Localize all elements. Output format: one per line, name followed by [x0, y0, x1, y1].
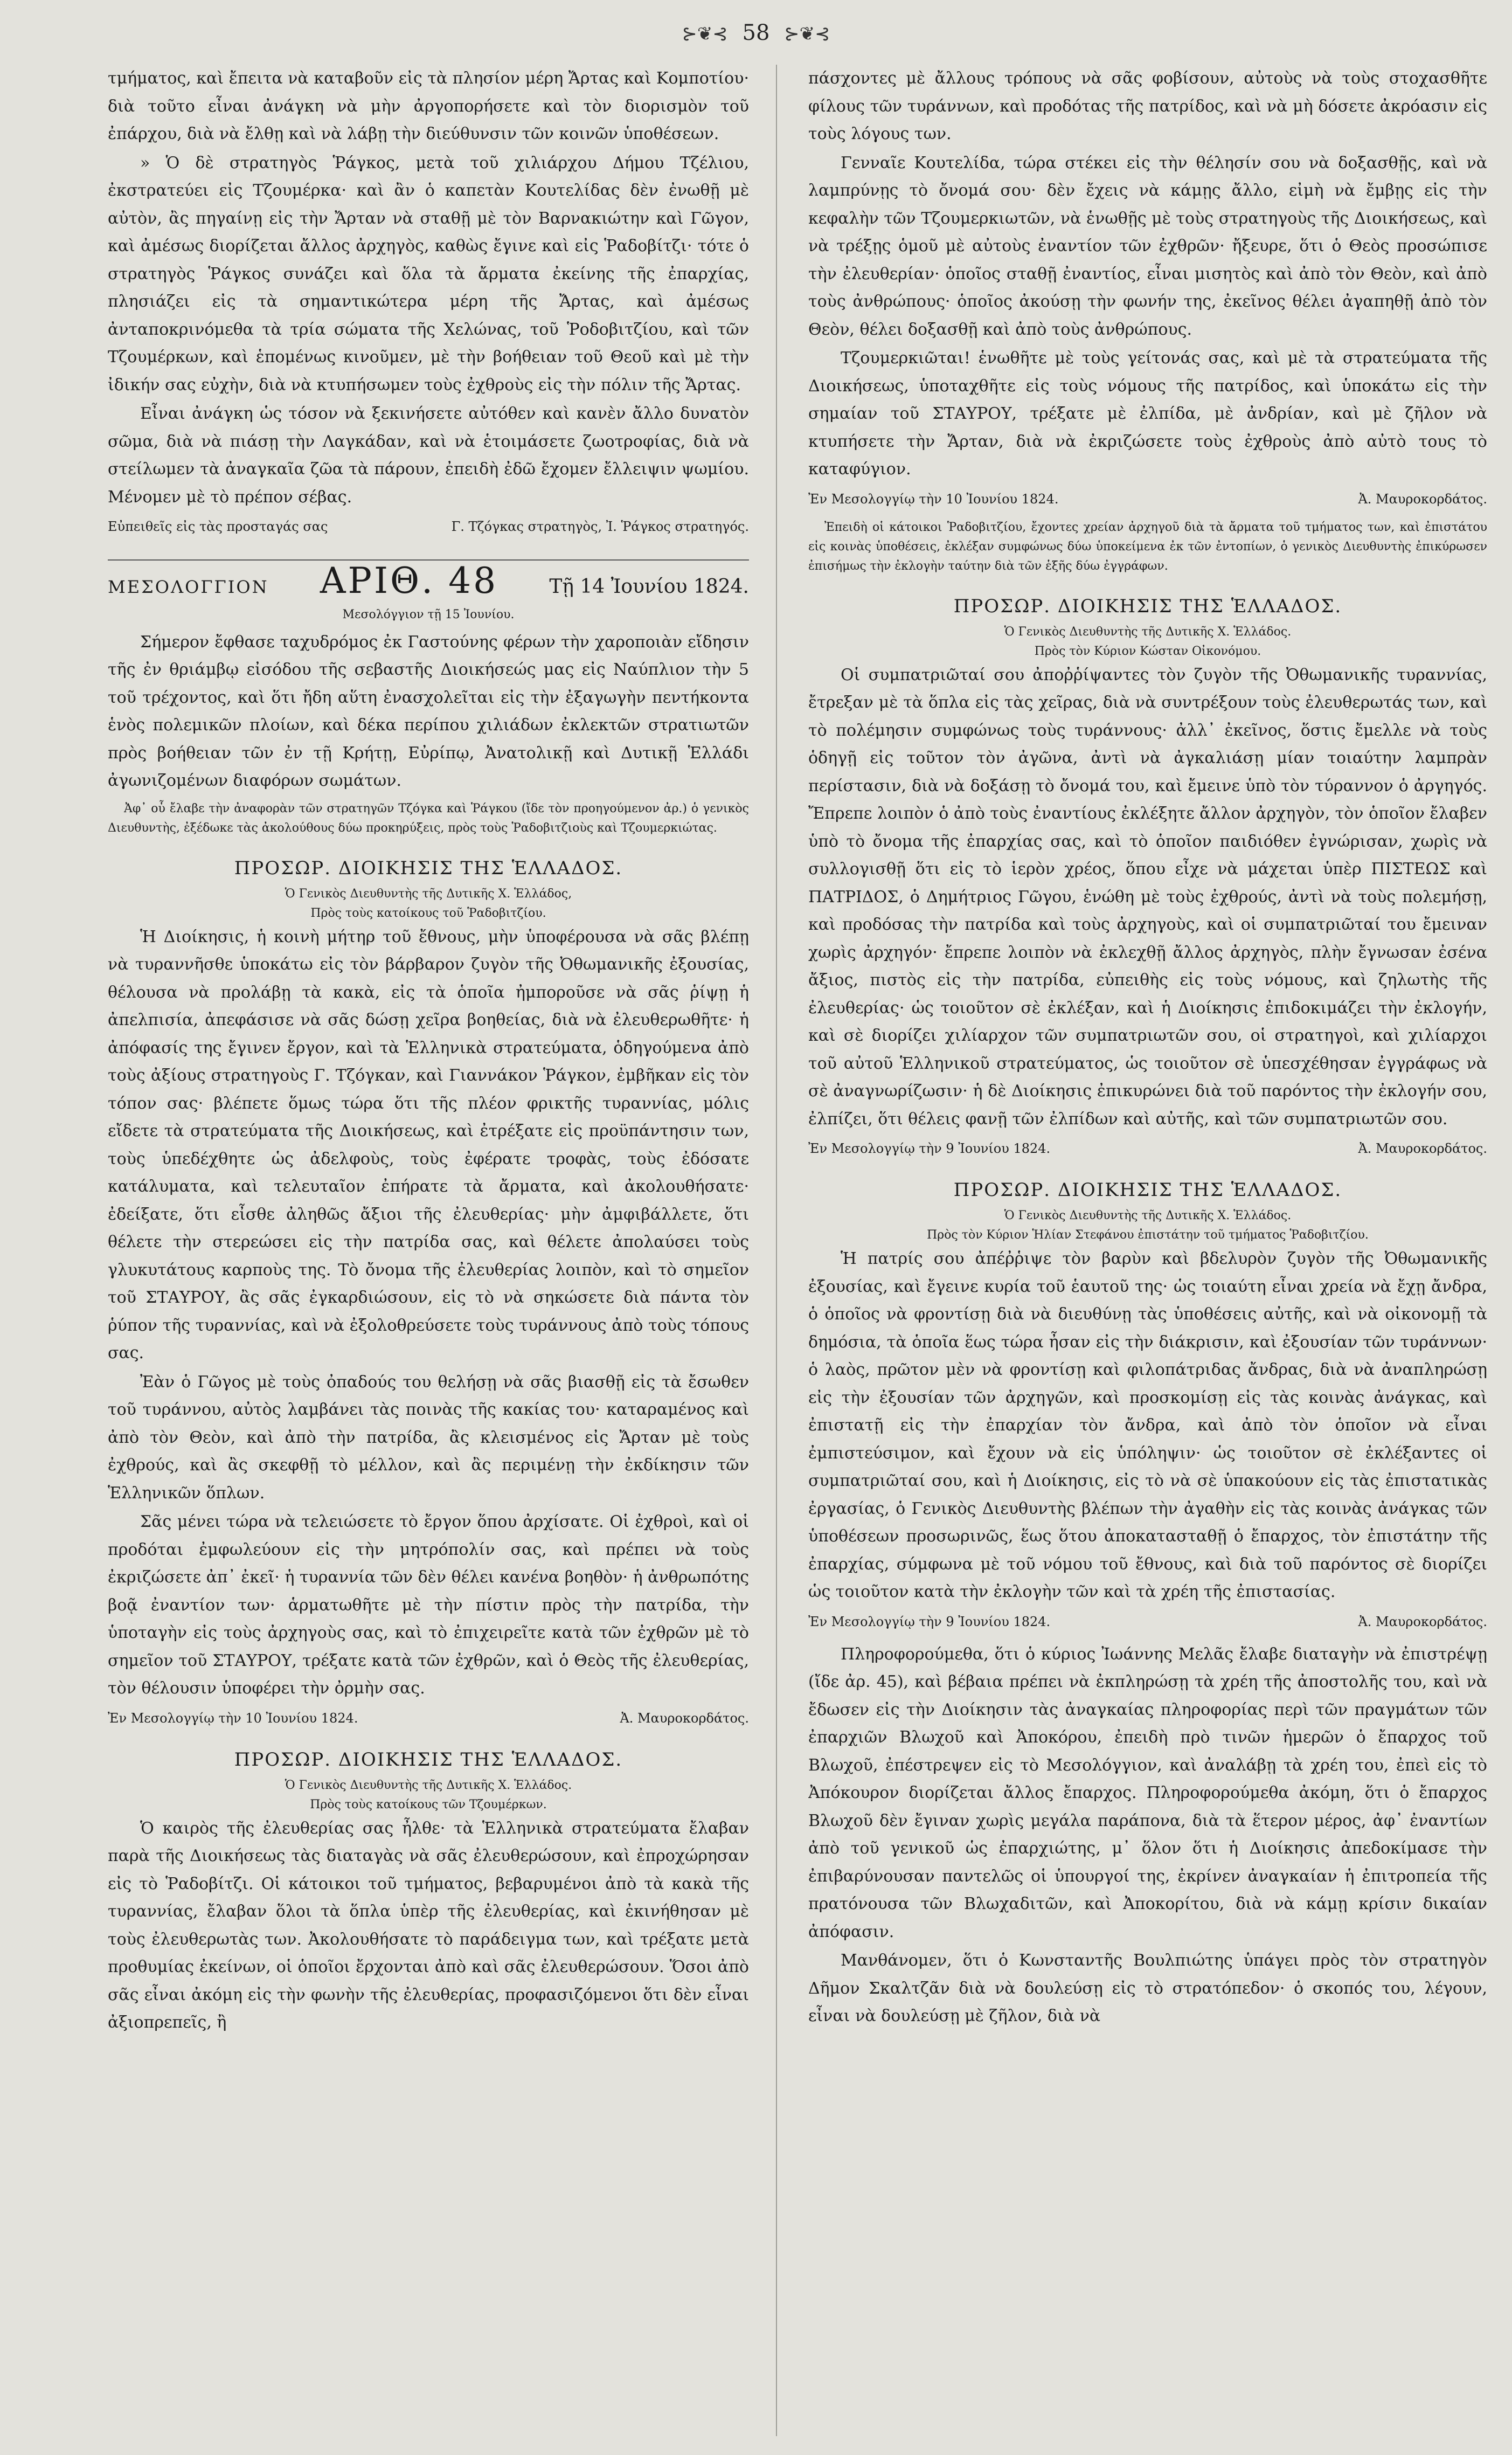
paragraph: πάσχοντες μὲ ἄλλους τρόπους νὰ σᾶς φοβίσουν, αὐτοὺς νὰ τοὺς στοχασθῆτε φίλους τῶν τυράννων, καὶ προδότας τῆς πατρίδος, καὶ νὰ μὴ δόσετε ἀκρόασιν εἰς τοὺς λόγους των.: [808, 69, 1487, 143]
paragraph: Σᾶς μένει τώρα νὰ τελειώσετε τὸ ἔργον ὅπου ἀρχίσατε. Οἱ ἐχθροὶ, καὶ οἱ προδόται ἐμφωλεύουν εἰς τὴν μητρόπολίν σας, καὶ πρέπει νὰ τοὺς ἐκριζώσετε ἀπ᾽ ἐκεῖ· ἡ τυραννία τῶν δὲν θέλει κανένα βοηθὸν· ἡ ἀνθρωπότης βοᾷ ἐναντίον των· ἁρματωθῆτε μὲ τὴν πίστιν πρὸς τὴν πατρίδα, τὴν ὑποταγὴν εἰς τοὺς ἀρχηγοὺς σας, καὶ τὸ ἐπιχειρεῖτε κατὰ τῶν ἐχθρῶν μὲ τὸ σημεῖον τοῦ ΣΤΑΥΡΟΥ, τρέξατε κατὰ τῶν ἐχθρῶν, καὶ ὁ Θεὸς τῆς ἐλευθερίας, τὸν θέλουσιν ὑποφέρει τὴν ὀρμὴν σας.: [108, 1512, 749, 1698]
ornament-icon: ⊱❦⊰: [682, 23, 728, 45]
paragraph: Ἡ Διοίκησις, ἡ κοινὴ μήτηρ τοῦ ἔθνους, μὴν ὑποφέρουσα νὰ σᾶς βλέπῃ νὰ τυραννῆσθε ὑποκάτω εἰς τὸν βάρβαρον ζυγὸν τῆς Ὀθωμανικῆς ἐξουσίας, θέλουσα νὰ προλάβῃ τὰ κακὰ, εἰς τὰ ὁποῖα ἠμποροῦσε νὰ σᾶς ῥίψῃ ἡ ἀπελπισία, ἀπεφάσισε νὰ σᾶς δώσῃ χεῖρα βοηθείας, διὰ νὰ ἐλευθερωθῆτε· ἡ ἀπόφασίς της ἔγινεν ἔργον, καὶ τὰ Ἑλληνικὰ στρατεύματα, ὁδηγούμενα ἀπὸ τοὺς ἀξίους στρατηγοὺς Γ. Τζόγκαν, καὶ Γιαννάκον Ῥάγκον, ἐμβῆκαν εἰς τὸν τόπον σας· βλέπετε ὅμως τώρα ὅτι τῆς πλέον φρικτῆς τυραννίας, μόλις εἴδετε τὰ στρατεύματα τῆς Διοικήσεως, καὶ ἐτρέξατε εἰς προϋπάντησιν των, τοὺς ὑπεδέχθητε ὡς ἀδελφοὺς, τοὺς ἐφέρατε τροφὰς, τοὺς ἐδόσατε κατάλυματα, καὶ τελευταῖον ἐπήρατε τὰ ἄρματα, καὶ ἀκολουθήσατε· ἐδείξατε, ὅτι εἶσθε ἀληθῶς ἄξιοι τῆς ἐλευθερίας· μὴν ἀμφιβάλλετε, ὅτι θέλετε τὴν στερεώσει εἰς τὴν πατρίδα σας, καὶ θέλετε ἀπολαύσει τοὺς γλυκυτάτους καρποὺς της. Τὸ ὄνομα τῆς ἐλευθερίας λοιπὸν, καὶ τὸ σημεῖον τοῦ ΣΤΑΥΡΟΥ, ἂς σᾶς ἐγκαρδιώσουν, εἰς τὸ νὰ σηκώσετε διὰ πάντα τὸν ῥύπον τῆς τυραννίας, καὶ νὰ ἐξολοθρεύσετε τοὺς τυράννους ἀπὸ τοὺς τόπους σας.: [108, 927, 749, 1363]
right-column: [808, 65, 1487, 2436]
decree-issuer: Ὁ Γενικὸς Διευθυντὴς τῆς Δυτικῆς Χ. Ἑλλάδος.: [1004, 1209, 1292, 1222]
paragraph: Εἶναι ἀνάγκη ὡς τόσον νὰ ξεκινήσετε αὐτόθεν καὶ κανὲν ἄλλο δυνατὸν σῶμα, διὰ νὰ πιάσῃ τὴν Λαγκάδαν, καὶ νὰ ἑτοιμάσετε ζωοτροφίας, διὰ νὰ στείλωμεν τὰ ἀναγκαῖα ζῶα τὰ πάρουν, ἐπειδὴ ἐδῶ ἔχομεν ἔλλειψιν ψωμίου. Μένομεν μὲ τὸ πρέπον σέβας.: [108, 404, 749, 507]
decree-addressee: Πρὸς τὸν Κύριον Κώσταν Οἰκονόμου.: [1034, 644, 1261, 658]
news-paragraph: Μανθάνομεν, ὅτι ὁ Κωνσταντῆς Βουλπιώτης ὑπάγει πρὸς τὸν στρατηγὸν Δῆμον Σκαλτζᾶν διὰ νὰ δουλεύσῃ εἰς τὸ στρατόπεδον· ὁ σκοπός του, λέγουν, εἶναι νὰ δουλεύσῃ μὲ ζῆλον, διὰ νὰ: [808, 1951, 1487, 2025]
issue-number: ΑΡΙΘ. 48: [320, 560, 498, 601]
paragraph: Ἐὰν ὁ Γῶγος μὲ τοὺς ὀπαδούς του θελήσῃ νὰ σᾶς βιασθῇ εἰς τὰ ἔσωθεν τοῦ τυράννου, αὐτὸς λαμβάνει τὰς ποινὰς τῆς κακίας του· καταραμένος καὶ ἀπὸ τὸν Θεὸν, καὶ ἀπὸ τὴν πατρίδα, ἂς κλεισμένος εἰς Ἄρταν μὲ τοὺς ἐχθρούς, καὶ ἂς σκεφθῇ τὸ μέλλον, καὶ ἂς περιμένῃ τὴν ἐκδίκησιν τῶν Ἑλληνικῶν ὅπλων.: [108, 1372, 749, 1503]
signature-name: Ἀ. Μαυροκορδάτος.: [1358, 1141, 1487, 1156]
signature-line: [108, 515, 749, 538]
left-column: [108, 65, 749, 2436]
page-number: 58: [742, 20, 770, 45]
signature-date: Ἐν Μεσολογγίῳ τὴν 9 Ἰουνίου 1824.: [808, 1141, 1051, 1156]
paragraph: τμήματος, καὶ ἔπειτα νὰ καταβοῦν εἰς τὰ πλησίον μέρη Ἄρτας καὶ Κομποτίου· διὰ τοῦτο εἶναι ἀνάγκη νὰ μὴν ἀργοπορήσετε καὶ τὸν διορισμὸν τοῦ ἐπάρχου, διὰ νὰ ἔλθῃ καὶ νὰ λάβῃ τὴν διεύθυνσιν τῶν κοινῶν ὑποθέσεων.: [108, 69, 749, 143]
decree-issuer: Ὁ Γενικὸς Διευθυντὴς τῆς Δυτικῆς Χ. Ἑλλάδος.: [1004, 625, 1292, 639]
paragraph: Τζουμερκιῶται! ἑνωθῆτε μὲ τοὺς γείτονάς σας, καὶ μὲ τὰ στρατεύματα τῆς Διοικήσεως, ὑποταχθῆτε εἰς τοὺς νόμους τῆς πατρίδος, καὶ ὑποκάτω εἰς τὴν σημαίαν τοῦ ΣΤΑΥΡΟΥ, τρέξατε μὲ ἐλπίδα, μὲ ἀνδρίαν, καὶ μὲ ζῆλον νὰ κτυπήσετε τὴν Ἄρταν, διὰ νὰ ἐκριζώσετε τοὺς ἐχθροὺς ἀπὸ αὐτὸ τους τὸ καταφύγιον.: [808, 349, 1487, 479]
ornament-icon: ⊱❦⊰: [784, 23, 830, 45]
proclamation-issuer: Ὁ Γενικὸς Διευθυντὴς τῆς Δυτικῆς Χ. Ἑλλάδος,: [285, 887, 572, 901]
paragraph: Οἱ συμπατριῶταί σου ἀποῤῥίψαντες τὸν ζυγὸν τῆς Ὀθωμανικῆς τυραννίας, ἔτρεξαν μὲ τὰ ὅπλα εἰς τὰς χεῖρας, διὰ νὰ συντρέξουν τοὺς ἐλευθερωτάς των, καὶ τὸ πολέμησιν συμφώνως τοὺς τυράννους· ἀλλ᾽ ἐκεῖνος, ὅστις ἔμελλε νὰ τοὺς ὁδηγῇ εἰς τοῦτον τὸν ἀγῶνα, ἀντὶ νὰ ἀγκαλιάσῃ μίαν τοιαύτην λαμπρὰν περίστασιν, διὰ νὰ δοξάσῃ τὸ ὄνομά του, καὶ ἔμεινε ὑπὸ τὸν τύραννον ὁ ἀργηγός. Ἔπρεπε λοιπὸν ὁ ἀπὸ τοὺς ἐναντίους ἐκλέξητε ἄλλον ἀρχηγὸν, τὸν ὁποῖον ἔλαβεν ὑπὸ τὸ ὄνομα τῆς ἐπαρχίας σας, καὶ τὸ ὁποῖον παιδιόθεν ἐγνώρισαν, χωρὶς νὰ συλλογισθῇ ὅτι εἰς τὸ ἱερὸν χρέος, ὅπου εἶχε νὰ μάχεται ὑπὲρ ΠΙΣΤΕΩΣ καὶ ΠΑΤΡΙΔΟΣ, ὁ Δημήτριος Γῶγου, ἑνώθη μὲ τοὺς ἐχθρούς, ἀντὶ νὰ τοὺς πολεμήσῃ, καὶ προδόσας τὴν πατρίδα καὶ τοὺς ἀρχηγοὺς, καὶ οἱ συμπατριῶταί του ἔμειναν χωρὶς ἀρχηγόν· ἔπρεπε λοιπὸν νὰ ἐκλεχθῇ ἄλλος ἀρχηγὸς, πλὴν ἔγνωσαν ἐσένα ἄξιος, πιστὸς εἰς τὴν πατρίδα, εὐπειθὴς εἰς τοὺς νόμους, καὶ ζηλωτὴς τῆς ἐλευθερίας· ὡς τοιοῦτον σὲ ἐκλέξαν, καὶ ἡ Διοίκησις ἐπιδοκιμάζει τὴν ἐκλογήν, καὶ σὲ διορίζει χιλίαρχον τῶν συμπατριωτῶν σου, οἱ στρατηγοὶ, καὶ χιλίαρχοι τοῦ αὐτοῦ Ἑλληνικοῦ στρατεύματος, ὡς τοιοῦτον σὲ ὑπεσχέθησαν ἐγγράφως νὰ σὲ ἀναγνωρίζωσιν· ἡ δὲ Διοίκησις ἐπικυρώνει διὰ τοῦ παρόντος τὴν ἐκλογήν σου, ἐλπίζει, ὅτι θέλεις φανῇ τῶν ἐλπίδων καὶ αὐτῆς, καὶ τῶν συμπατριωτῶν σου.: [808, 665, 1487, 1129]
news-paragraph: Σήμερον ἔφθασε ταχυδρόμος ἐκ Γαστούνης φέρων τὴν χαροποιὰν εἴδησιν τῆς ἐν θριάμβῳ εἰσόδου τῆς σεβαστῆς Διοικήσεώς μας εἰς Ναύπλιον τὴν 5 τοῦ τρέχοντος, καὶ ὅτι ἤδη αὕτη ἐνασχολεῖται εἰς τὴν ἐξαγωγὴν πεντήκοντα ἑνὸς πολεμικῶν πλοίων, καὶ δέκα περίπου χιλιάδων ἐκλεκτῶν στρατιωτῶν πρὸς βοήθειαν τῶν ἐν τῇ Κρήτῃ, Εὐρίπῳ, Ἀνατολικῇ καὶ Δυτικῇ Ἑλλάδι ἀγωνιζομένων διαφόρων σωμάτων.: [108, 632, 749, 790]
page-folio: [0, 20, 1512, 45]
proclamation-heading: ΠΡΟΣΩΡ. ΔΙΟΙΚΗΣΙΣ ΤΗΣ ἙΛΛΑΔΟΣ.: [234, 857, 623, 879]
signature-line: [808, 1610, 1487, 1633]
signature-date: Ἐν Μεσολογγίῳ τὴν 10 Ἰουνίου 1824.: [108, 1710, 358, 1726]
paragraph: » Ὁ δὲ στρατηγὸς Ῥάγκος, μετὰ τοῦ χιλιάρχου Δήμου Τζέλιου, ἐκστρατεύει εἰς Τζουμέρκα· καὶ ἂν ὁ καπετὰν Κουτελίδας δὲν ἐνωθῇ μὲ αὐτὸν, ἂς πηγαίνῃ εἰς τὴν Ἄρταν νὰ σταθῇ μὲ τὸν Βαρνακιώτην καὶ Γῶγον, καὶ ἀμέσως διορίζεται ἄλλος ἀρχηγὸς, καθὼς ἔγινε καὶ εἰς Ῥαδοβίτζι· τότε ὁ στρατηγὸς Ῥάγκος συνάζει καὶ ὅλα τὰ ἄρματα ἐκείνης τῆς ἐπαρχίας, πλησιάζει εἰς τὰ σημαντικώτερα μέρη τῆς Ἄρτας, καὶ ἀμέσως ἀνταποκρινόμεθα τὰ τρία σώματα τῆς Χελώνας, τοῦ Ῥοδοβιτζίου, καὶ τῶν Τζουμέρκων, καὶ ἑπομένως κινοῦμεν, μὲ τὴν βοήθειαν τοῦ Θεοῦ καὶ μὲ τὴν ἰδικήν σας εὐχὴν, διὰ νὰ κτυπήσωμεν τοὺς ἐχθροὺς εἰς τὴν πόλιν τῆς Ἄρτας.: [108, 153, 749, 395]
editorial-note: Ἀφ᾽ οὗ ἔλαβε τὴν ἀναφορὰν τῶν στρατηγῶν Τζόγκα καὶ Ῥάγκου (ἴδε τὸν προηγούμενον ἀρ.) ὁ γενικὸς Διευθυντὴς, ἐξέδωκε τὰς ἀκολούθους δύω προκηρύξεις, πρὸς τοὺς Ῥαδοβιτζιοὺς καὶ Τζουμερκιώτας.: [108, 801, 749, 835]
paragraph: Ὁ καιρὸς τῆς ἐλευθερίας σας ἦλθε· τὰ Ἑλληνικὰ στρατεύματα ἔλαβαν παρὰ τῆς Διοικήσεως τὰς διαταγὰς νὰ σᾶς ἐλευθερώσουν, καὶ ἐπροχώρησαν εἰς τὸ Ῥαδοβίτζι. Οἱ κάτοικοι τοῦ τμήματος, βεβαρυμένοι ἀπὸ τὰ κακὰ τῆς τυραννίας, ἔλαβαν ὅλοι τὰ ὅπλα ὑπὲρ τῆς ἐλευθερίας, καὶ ἐκινήθησαν μὲ τοὺς ἐλευθερωτὰς των. Ἀκολουθήσατε τὸ παράδειγμα των, καὶ τρέξατε μετὰ προθυμίας ἐκείνων, οἱ ὁποῖοι ἔρχονται ἀπὸ καὶ σᾶς ἐλευθερώσουν. Ὅσοι ἀπὸ σᾶς εἶναι ἀκόμη εἰς τὴν φωνὴν τῆς ἐλευθερίας, προφασιζόμενοι ὅτι δὲν εἶναι ἀξιοπρεπεῖς, ἢ: [108, 1818, 749, 2032]
signature-line: [808, 1137, 1487, 1160]
proclamation-heading: ΠΡΟΣΩΡ. ΔΙΟΙΚΗΣΙΣ ΤΗΣ ἙΛΛΑΔΟΣ.: [234, 1748, 623, 1771]
issue-place: ΜΕΣΟΛΟΓΓΙΟΝ: [108, 577, 269, 597]
signature-name: Ἀ. Μαυροκορδάτος.: [1358, 1614, 1487, 1629]
issue-header: [108, 559, 749, 601]
signature-name: Ἀ. Μαυροκορδάτος.: [1358, 491, 1487, 507]
proclamation-addressee: Πρὸς τοὺς κατοίκους τοῦ Ῥαδοβιτζίου.: [310, 906, 546, 920]
decree-heading: ΠΡΟΣΩΡ. ΔΙΟΙΚΗΣΙΣ ΤΗΣ ἙΛΛΑΔΟΣ.: [953, 595, 1342, 617]
signature-names: Γ. Τζόγκας στρατηγὸς, Ἰ. Ῥάγκος στρατηγός.: [451, 519, 749, 534]
signature-date: Ἐν Μεσολογγίῳ τὴν 9 Ἰουνίου 1824.: [808, 1614, 1051, 1629]
news-paragraph: Πληροφορούμεθα, ὅτι ὁ κύριος Ἰωάννης Μελᾶς ἔλαβε διαταγὴν νὰ ἐπιστρέψῃ (ἴδε ἀρ. 45), καὶ βέβαια πρέπει νὰ ἐκπληρώσῃ τὰ χρέη τῆς ἀποστολῆς του, καὶ νὰ ἔδωσεν εἰς τὴν Διοίκησιν τὰς ἀναγκαίας πληροφορίας περὶ τῶν πραγμάτων τῶν ἐπαρχιῶν Βλωχοῦ καὶ Ἀποκόρου, ἐπειδὴ πρὸ τινῶν ἡμερῶν ὁ ἔπαρχος τοῦ Βλωχοῦ, ἐπέστρεψεν εἰς τὸ Μεσολόγγιον, καὶ ἀναλάβῃ τὰ χρέη του, ἐπεὶ εἰς τὸ Ἀπόκουρον διορίζεται ἄλλος ἔπαρχος. Πληροφορούμεθα ἀκόμη, ὅτι ὁ ἔπαρχος Βλωχοῦ δὲν ἔγιναν χωρὶς μεγάλα παράπονα, διὰ τὰ ἕτερον μέρος, ἀφ᾽ ἐναντίων ἀπὸ τοῦ γενικοῦ ὡς ἐπαρχιώτης, μ᾽ ὅλον ὅτι ἡ Διοίκησις ἀπεδοκίμασε τὴν ἐπιβαρύνουσαν παντελῶς οἱ ὑπουργοί της, ἐκρίνεν ἀναγκαίαν ἡ ἐπιτροπεία τῆς πρατόνουσα τῶν Βλωχαδιτῶν, καὶ Ἀποκορίτου, διὰ νὰ κάμῃ κρίσιν δικαίαν ἀπόφασιν.: [808, 1644, 1487, 1941]
dateline: Μεσολόγγιον τῇ 15 Ἰουνίου.: [342, 607, 515, 621]
proclamation-issuer: Ὁ Γενικὸς Διευθυντὴς τῆς Δυτικῆς Χ. Ἑλλάδος.: [285, 1778, 572, 1792]
paragraph: Ἡ πατρίς σου ἀπέῤῥιψε τὸν βαρὺν καὶ βδελυρὸν ζυγὸν τῆς Ὀθωμανικῆς ἐξουσίας, καὶ ἔγεινε κυρία τοῦ ἑαυτοῦ της· ὡς τοιαύτη εἶναι χρεία νὰ ἔχῃ ἄνδρα, ὁ ὁποῖος νὰ φροντίσῃ διὰ νὰ διευθύνῃ τὰς ὑποθέσεις αὐτῆς, καὶ νὰ οἰκονομῇ τὰ δημόσια, τὰ ὁποῖα ἕως τώρα ἦσαν εἰς τὴν διάκρισιν, καὶ ἐξουσίαν τῶν τυράννων· ὁ λαὸς, πρῶτον μὲν νὰ φροντίσῃ καὶ φιλοπάτριδας ἄνδρας, διὰ νὰ ἀναπληρώσῃ εἰς τὴν ἐξουσίαν τῶν ἀρχηγῶν, καὶ προσκομίσῃ εἰς τὰς κοινὰς ἀνάγκας, καὶ ἐπιστατῇ εἰς τὴν ἐπαρχίαν τὸν ἄνδρα, καὶ ἀπὸ τὸν ὁποῖον νὰ εἶναι ἐμπιστεύσιμον, καὶ ἔχουν νὰ εἰς ὑπόληψιν· ὡς τοιοῦτον σὲ ἐκλέξαντες οἱ συμπατριῶταί σου, καὶ ἡ Διοίκησις, εἰς τὸ νὰ σὲ ὑπακούουν εἰς τὰς ἐπιστατικὰς ἐργασίας, ὁ Γενικὸς Διευθυντὴς βλέπων τὴν ἀγαθὴν εἰς τὰς κοινὰς ἀνάγκας τῶν ὑποθέσεων προσωρινῶς, ἕως ὅτου ἀποκατασταθῇ ὁ ἔπαρχος, τὸν ἐπιστάτην τῆς ἐπαρχίας, σύμφωνα μὲ τοῦ νόμου τοῦ ἔθνους, καὶ διὰ τοῦ παρόντος σὲ διορίζει ὡς τοιοῦτον κατὰ τὴν ἐκλογὴν τῶν καὶ τὰ χρέη τῆς ἐπιστασίας.: [808, 1249, 1487, 1601]
signature-line: [808, 488, 1487, 510]
signature-closing: Εὐπειθεῖς εἰς τὰς προσταγάς σας: [108, 519, 328, 534]
signature-line: [108, 1707, 749, 1730]
issue-date: Τῇ 14 Ἰουνίου 1824.: [549, 576, 749, 598]
paragraph: Γενναῖε Κουτελίδα, τώρα στέκει εἰς τὴν θέλησίν σου νὰ δοξασθῇς, καὶ νὰ λαμπρύνῃς τὸ ὄνομά σου· δὲν ἔχεις νὰ κάμῃς ἄλλο, εἰμὴ νὰ ἔμβῃς εἰς τὴν κεφαλὴν τῶν Τζουμερκιωτῶν, νὰ ἑνωθῇς μὲ τοὺς στρατηγοὺς τῆς Διοικήσεως, καὶ νὰ τρέξῃς ὁμοῦ μὲ αὐτοὺς ἐναντίον τῶν ἐχθρῶν· ἤξευρε, ὅτι ὁ Θεὸς προσώπισε τὴν ἐλευθερίαν· ὁποῖος σταθῇ ἐναντίος, εἶναι μισητὸς καὶ ἀπὸ τὸν Θεὸν, καὶ ἀπὸ τοὺς ἀνθρώπους· ὁποῖος ἀκούσῃ τὴν φωνήν της, ἐκεῖνος θέλει ἀγαπηθῇ ἀπὸ τὸν Θεὸν, θέλει δοξασθῇ καὶ ἀπὸ τοὺς ἀνθρώπους.: [808, 153, 1487, 339]
signature-name: Ἀ. Μαυροκορδάτος.: [620, 1710, 749, 1726]
proclamation-addressee: Πρὸς τοὺς κατοίκους τῶν Τζουμέρκων.: [310, 1797, 547, 1811]
column-rule: [776, 65, 777, 2436]
signature-date: Ἐν Μεσολογγίῳ τὴν 10 Ἰουνίου 1824.: [808, 491, 1059, 507]
decree-heading: ΠΡΟΣΩΡ. ΔΙΟΙΚΗΣΙΣ ΤΗΣ ἙΛΛΑΔΟΣ.: [953, 1179, 1342, 1201]
editorial-note: Ἐπειδὴ οἱ κάτοικοι Ῥαδοβιτζίου, ἔχοντες χρείαν ἀρχηγοῦ διὰ τὰ ἄρματα τοῦ τμήματος των, καὶ ἐπιστάτου εἰς κοινὰς ὑποθέσεις, ἐκλέξαν συμφώνως δύω ὑποκείμενα ἐκ τῶν ἐντοπίων, ὁ γενικὸς Διευθυντὴς ἐπικύρωσεν ἐπισήμως τὴν ἐκλογὴν ταύτην διὰ τῶν ἑξῆς δύω ἐγγράφων.: [808, 520, 1487, 573]
decree-addressee: Πρὸς τὸν Κύριον Ἡλίαν Στεφάνου ἐπιστάτην τοῦ τμήματος Ῥαδοβιτζίου.: [927, 1228, 1369, 1242]
